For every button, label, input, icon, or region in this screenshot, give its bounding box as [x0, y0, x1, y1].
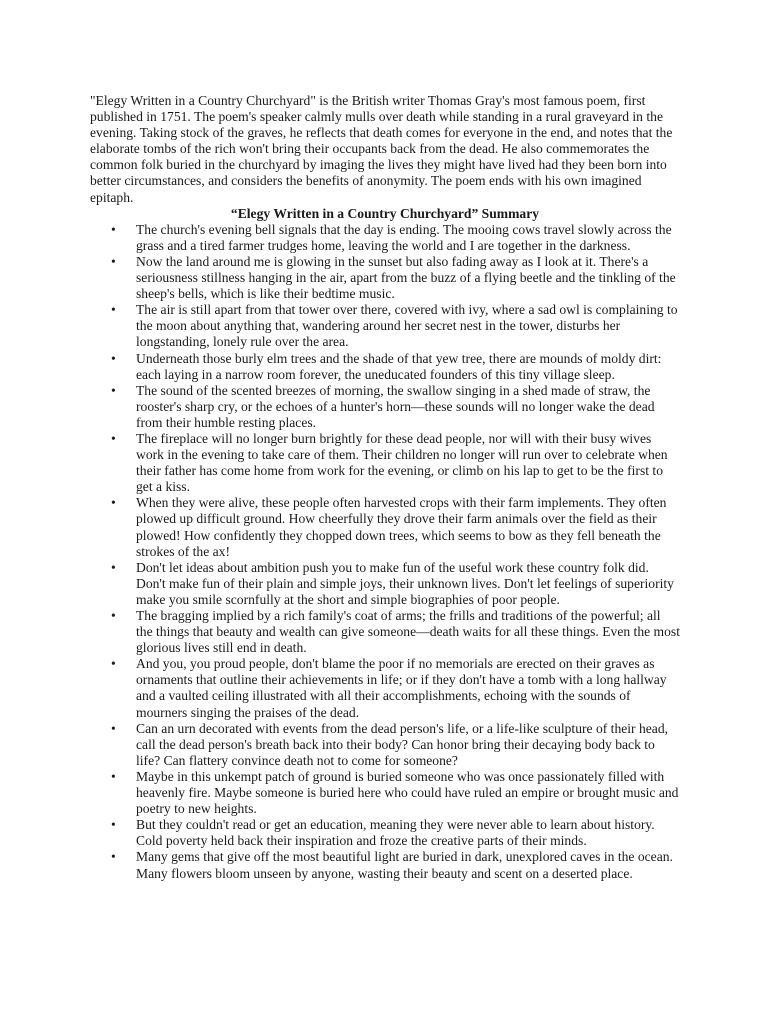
- summary-bullet: • Maybe in this unkempt patch of ground is buried someone who was once passionately filled with heavenly fire. Maybe someone is buried here who could have ruled an empire or brought music and poetry to new heights.: [90, 769, 680, 817]
- summary-bullet: • Underneath those burly elm trees and the shade of that yew tree, there are mounds of moldy dirt: each laying in a narrow room forever, the uneducated founders of this tiny village sleep.: [90, 351, 680, 383]
- summary-bullet: • The bragging implied by a rich family's coat of arms; the frills and traditions of the powerful; all the things that beauty and wealth can give someone—death waits for all these things. Even the most glorious lives still end in death.: [90, 608, 680, 656]
- summary-bullet: • The fireplace will no longer burn brightly for these dead people, nor will with their busy wives work in the evening to take care of them. Their children no longer will run over to celebrate when their father has come home from work for the evening, or climb on his lap to get to be the first to get a kiss.: [90, 431, 680, 495]
- summary-bullet: • But they couldn't read or get an education, meaning they were never able to learn about history. Cold poverty held back their inspiration and froze the creative parts of their minds.: [90, 817, 680, 849]
- summary-bullet: • Now the land around me is glowing in the sunset but also fading away as I look at it. There's a seriousness stillness hanging in the air, apart from the buzz of a flying beetle and the tinkling of the sheep's bells, which is like their bedtime music.: [90, 254, 680, 302]
- summary-bullet: • The sound of the scented breezes of morning, the swallow singing in a shed made of straw, the rooster's sharp cry, or the echoes of a hunter's horn—these sounds will no longer wake the dead from their humble resting places.: [90, 383, 680, 431]
- document-page: [90, 93, 680, 882]
- summary-bullet: • Don't let ideas about ambition push you to make fun of the useful work these country folk did. Don't make fun of their plain and simple joys, their unknown lives. Don't let feelings of superiority make you smile scornfully at the short and simple biographies of poor people.: [90, 560, 680, 608]
- summary-bullet: • And you, you proud people, don't blame the poor if no memorials are erected on their graves as ornaments that outline their achievements in life; or if they don't have a tomb with a long hallway and a vaulted ceiling illustrated with all their accomplishments, echoing with the sounds of mourners singing the praises of the dead.: [90, 656, 680, 720]
- summary-heading: “Elegy Written in a Country Churchyard” Summary: [230, 205, 540, 221]
- summary-bullet: • Many gems that give off the most beautiful light are buried in dark, unexplored caves in the ocean. Many flowers bloom unseen by anyone, wasting their beauty and scent on a deserted place.: [90, 849, 680, 881]
- summary-bullet: • When they were alive, these people often harvested crops with their farm implements. They often plowed up difficult ground. How cheerfully they drove their farm animals over the field as their plowed! How confidently they chopped down trees, which seems to bow as they fell beneath the strokes of the ax!: [90, 495, 680, 559]
- intro-paragraph: "Elegy Written in a Country Churchyard" is the British writer Thomas Gray's most famous poem, first published in 1751. The poem's speaker calmly mulls over death while standing in a rural graveyard in the evening. Taking stock of the graves, he reflects that death comes for everyone in the end, and notes that the elaborate tombs of the rich won't bring their occupants back from the dead. He also commemorates the common folk buried in the churchyard by imaging the lives they might have lived had they been born into better circumstances, and considers the benefits of anonymity. The poem ends with his own imagined epitaph.: [90, 93, 673, 205]
- summary-bullet: • The church's evening bell signals that the day is ending. The mooing cows travel slowly across the grass and a tired farmer trudges home, leaving the world and I are together in the darkness.: [90, 222, 680, 254]
- summary-bullet: • The air is still apart from that tower over there, covered with ivy, where a sad owl is complaining to the moon about anything that, wandering around her secret nest in the tower, disturbs her longstanding, lonely rule over the area.: [90, 302, 680, 350]
- summary-bullet: • Can an urn decorated with events from the dead person's life, or a life-like sculpture of their head, call the dead person's breath back into their body? Can honor bring their decaying body back to life? Can flattery convince death not to come for someone?: [90, 721, 680, 769]
- summary-list: [90, 222, 680, 882]
